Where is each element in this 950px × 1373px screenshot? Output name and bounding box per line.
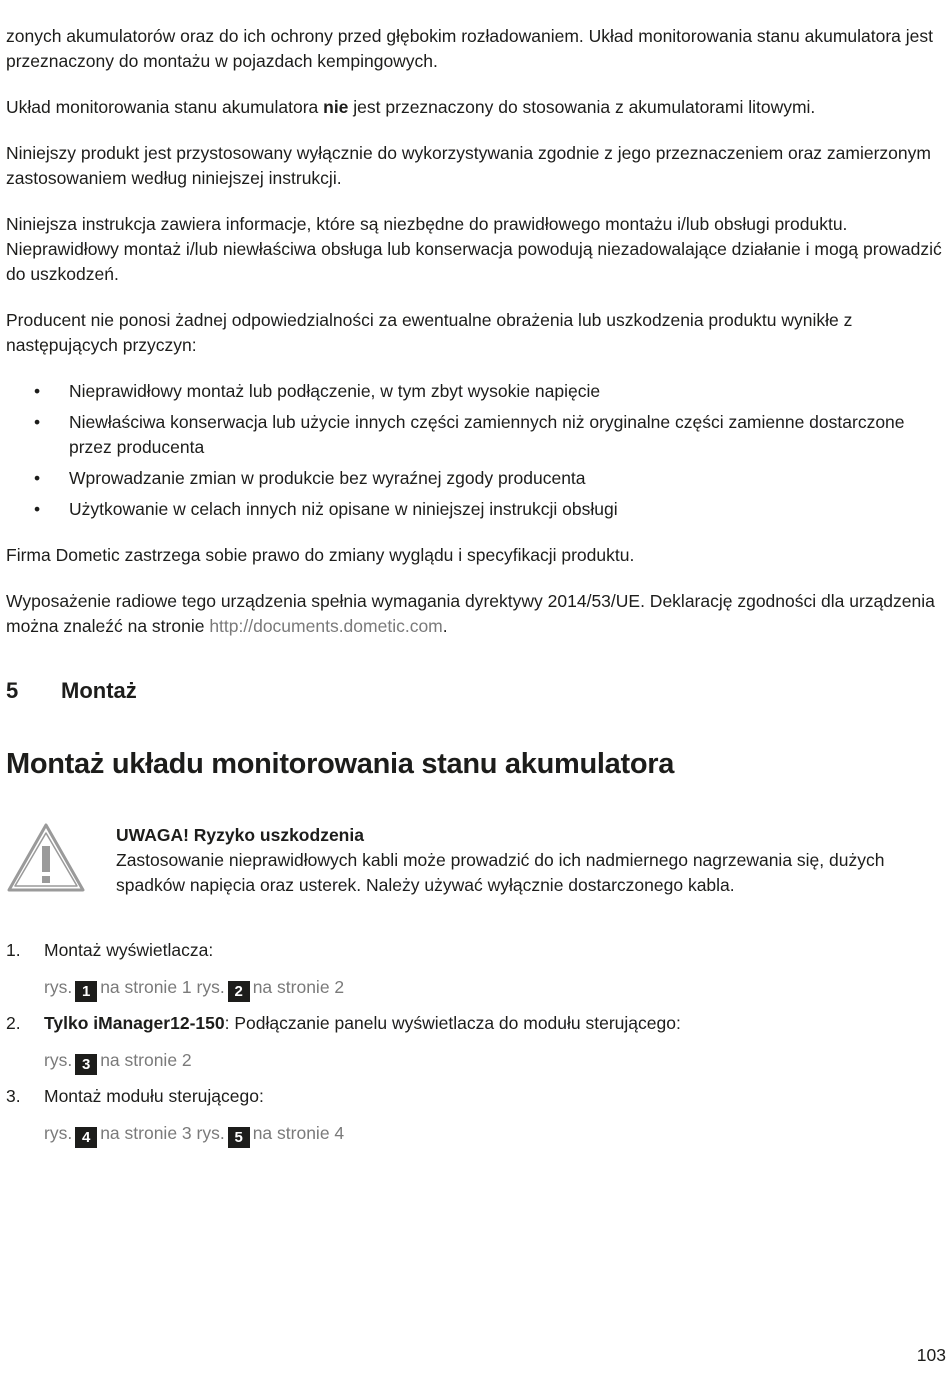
- paragraph-liability: Producent nie ponosi żadnej odpowiedzialności za ewentualne obrażenia lub uszkodzenia produktu wynikłe z następujących przyczyn:: [6, 310, 853, 355]
- figure-number-badge[interactable]: 5: [228, 1127, 250, 1148]
- figure-number-badge[interactable]: 2: [228, 981, 250, 1002]
- list-item: [0, 497, 939, 522]
- bullet-dot: •: [34, 499, 41, 519]
- section-title: Montaż: [61, 678, 137, 703]
- step-item: [6, 1011, 906, 1036]
- step-item: [6, 1084, 906, 1109]
- radio-compliance-text: Wyposażenie radiowe tego urządzenia spełnia wymagania dyrektywy 2014/53/UE. Deklarację zgodności dla urządzenia można znaleźć na stronie: [6, 591, 935, 636]
- section-number: 5: [6, 678, 19, 703]
- list-item: [0, 466, 939, 491]
- figure-number-badge[interactable]: 1: [75, 981, 97, 1002]
- list-item: [0, 379, 939, 404]
- warning-text: Zastosowanie nieprawidłowych kabli może prowadzić do ich nadmiernego nagrzewania się, dużych spadków napięcia oraz usterek. Należy używać wyłącznie dostarczonego kabla.: [116, 850, 885, 895]
- lithium-note-text-1: Układ monitorowania stanu akumulatora: [6, 97, 324, 117]
- step-number: 1.: [6, 940, 21, 960]
- step-text: : Podłączanie panelu wyświetlacza do modułu sterującego:: [224, 1013, 681, 1033]
- section-heading: [6, 676, 137, 706]
- list-item-text: Niewłaściwa konserwacja lub użycie innych części zamiennych niż oryginalne części zamienne dostarczone przez producenta: [69, 412, 905, 457]
- ref-text: na stronie 2: [252, 977, 345, 997]
- list-item-text: Nieprawidłowy montaż lub podłączenie, w tym zbyt wysokie napięcie: [69, 381, 601, 401]
- paragraph-intended-use: zonych akumulatorów oraz do ich ochrony przed głębokim rozładowaniem. Układ monitorowania stanu akumulatora jest przeznaczony do montażu w pojazdach kempingowych.: [6, 26, 933, 71]
- radio-compliance-end: .: [442, 616, 448, 636]
- page-number: 103: [916, 1345, 946, 1365]
- step-text: Montaż modułu sterującego:: [44, 1086, 264, 1106]
- liability-causes-list: [0, 379, 950, 528]
- ref-text: rys.: [44, 1123, 73, 1143]
- figure-number-badge[interactable]: 4: [75, 1127, 97, 1148]
- step-number: 2.: [6, 1013, 21, 1033]
- lithium-note-text-2: jest przeznaczony do stosowania z akumulatorami litowymi.: [348, 97, 816, 117]
- ref-text: rys.: [44, 977, 73, 997]
- ref-text: na stronie 3 rys.: [100, 1123, 225, 1143]
- paragraph-intended-application: Niniejszy produkt jest przystosowany wyłącznie do wykorzystywania zgodnie z jego przeznaczeniem oraz zamierzonym zastosowaniem według niniejszej instrukcji.: [6, 143, 931, 188]
- step-bold-text: Tylko iManager12-150: [44, 1013, 225, 1033]
- paragraph-design-changes: Firma Dometic zastrzega sobie prawo do zmiany wyglądu i specyfikacji produktu.: [6, 545, 635, 565]
- main-heading: Montaż układu monitorowania stanu akumulatora: [6, 748, 675, 780]
- step-item: [6, 938, 906, 963]
- step-text: Montaż wyświetlacza:: [44, 940, 214, 960]
- list-item-text: Wprowadzanie zmian w produkcie bez wyraźnej zgody producenta: [69, 468, 586, 488]
- ref-text: na stronie 4: [252, 1123, 345, 1143]
- bullet-dot: •: [34, 468, 41, 488]
- warning-title: UWAGA! Ryzyko uszkodzenia: [116, 825, 364, 845]
- figure-number-badge[interactable]: 3: [75, 1054, 97, 1075]
- list-item: [0, 410, 939, 460]
- ref-text: rys.: [44, 1050, 73, 1070]
- bullet-dot: •: [34, 412, 41, 432]
- lithium-note-emphasis: nie: [323, 97, 349, 117]
- ref-text: na stronie 2: [100, 1050, 192, 1070]
- list-item-text: Użytkowanie w celach innych niż opisane w niniejszej instrukcji obsługi: [69, 499, 618, 519]
- figure-reference: [44, 1048, 192, 1075]
- paragraph-radio-compliance: [6, 589, 946, 639]
- figure-reference: [44, 1121, 344, 1148]
- paragraph-manual-info: Niniejsza instrukcja zawiera informacje, które są niezbędne do prawidłowego montażu i/lub obsługi produktu. Nieprawidłowy montaż i/lub niewłaściwa obsługa lub konserwacja powodują niezadowalające działanie i mogą prowadzić do uszkodzeń.: [6, 214, 942, 284]
- figure-reference: [44, 975, 344, 1002]
- paragraph-lithium-note: [6, 95, 946, 120]
- step-number: 3.: [6, 1086, 21, 1106]
- warning-triangle-icon: [6, 822, 86, 894]
- documents-link[interactable]: http://documents.dometic.com: [209, 616, 443, 636]
- bullet-dot: •: [34, 381, 41, 401]
- ref-text: na stronie 1 rys.: [100, 977, 225, 997]
